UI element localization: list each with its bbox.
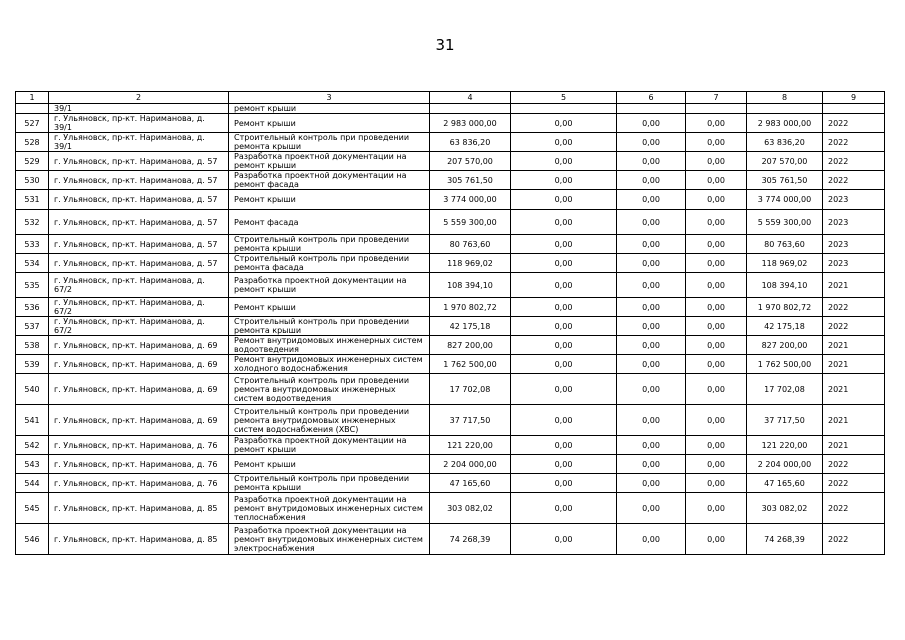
work-type-cell: Разработка проектной документации на ремонт крыши [229, 152, 430, 171]
row-number-cell: 530 [16, 171, 49, 190]
owner-funds-cell: 121 220,00 [747, 436, 823, 455]
cost-cell: 0,00 [617, 474, 686, 493]
cost-cell [617, 104, 686, 114]
cost-cell: 0,00 [617, 493, 686, 524]
owner-funds-cell: 1 762 500,00 [747, 355, 823, 374]
header-cell: 6 [617, 92, 686, 104]
header-cell: 4 [430, 92, 511, 104]
table-row [16, 493, 885, 524]
cost-cell: 0,00 [686, 374, 747, 405]
address-cell: г. Ульяновск, пр-кт. Нариманова, д. 57 [49, 171, 229, 190]
cost-cell: 0,00 [511, 114, 617, 133]
page-number: 31 [435, 36, 455, 54]
table-row [16, 436, 885, 455]
row-number-cell: 527 [16, 114, 49, 133]
address-cell: г. Ульяновск, пр-кт. Нариманова, д. 57 [49, 254, 229, 273]
table-row [16, 336, 885, 355]
address-cell: г. Ульяновск, пр-кт. Нариманова, д. 39/1 [49, 133, 229, 152]
cost-cell: 0,00 [617, 254, 686, 273]
year-cell: 2022 [823, 171, 885, 190]
year-cell: 2022 [823, 455, 885, 474]
row-number-cell: 533 [16, 235, 49, 254]
row-number-cell: 540 [16, 374, 49, 405]
table-row [16, 317, 885, 336]
row-number-cell: 538 [16, 336, 49, 355]
cost-cell: 0,00 [686, 171, 747, 190]
row-number-cell [16, 104, 49, 114]
address-cell: г. Ульяновск, пр-кт. Нариманова, д. 76 [49, 455, 229, 474]
address-cell: г. Ульяновск, пр-кт. Нариманова, д. 69 [49, 405, 229, 436]
row-number-cell: 541 [16, 405, 49, 436]
owner-funds-cell: 17 702,08 [747, 374, 823, 405]
work-type-cell: Строительный контроль при проведении ремонта крыши [229, 474, 430, 493]
cost-cell: 0,00 [511, 133, 617, 152]
owner-funds-cell: 108 394,10 [747, 273, 823, 298]
year-cell: 2022 [823, 114, 885, 133]
table-row [16, 133, 885, 152]
header-cell: 9 [823, 92, 885, 104]
year-cell: 2022 [823, 493, 885, 524]
total-cost-cell: 3 774 000,00 [430, 190, 511, 210]
owner-funds-cell [747, 104, 823, 114]
cost-cell: 0,00 [511, 436, 617, 455]
owner-funds-cell: 63 836,20 [747, 133, 823, 152]
cost-cell: 0,00 [511, 152, 617, 171]
year-cell: 2021 [823, 436, 885, 455]
table-row [16, 298, 885, 317]
cost-cell: 0,00 [686, 210, 747, 235]
row-number-cell: 537 [16, 317, 49, 336]
cost-cell: 0,00 [617, 336, 686, 355]
header-cell: 5 [511, 92, 617, 104]
owner-funds-cell: 5 559 300,00 [747, 210, 823, 235]
cost-cell: 0,00 [617, 374, 686, 405]
header-cell: 1 [16, 92, 49, 104]
work-type-cell: Разработка проектной документации на ремонт внутридомовых инженерных систем электроснабжения [229, 524, 430, 555]
owner-funds-cell: 2 983 000,00 [747, 114, 823, 133]
total-cost-cell: 121 220,00 [430, 436, 511, 455]
work-type-cell: Ремонт крыши [229, 455, 430, 474]
total-cost-cell: 63 836,20 [430, 133, 511, 152]
cost-cell: 0,00 [511, 210, 617, 235]
cost-cell: 0,00 [511, 336, 617, 355]
cost-cell: 0,00 [686, 114, 747, 133]
cost-cell: 0,00 [617, 524, 686, 555]
address-cell: г. Ульяновск, пр-кт. Нариманова, д. 67/2 [49, 317, 229, 336]
cost-cell: 0,00 [686, 455, 747, 474]
cost-cell: 0,00 [617, 405, 686, 436]
work-type-cell: Ремонт крыши [229, 190, 430, 210]
cost-cell: 0,00 [617, 298, 686, 317]
row-number-cell: 535 [16, 273, 49, 298]
cost-cell: 0,00 [617, 210, 686, 235]
table-row [16, 210, 885, 235]
table-row [16, 152, 885, 171]
owner-funds-cell: 3 774 000,00 [747, 190, 823, 210]
cost-cell: 0,00 [617, 171, 686, 190]
cost-cell: 0,00 [511, 405, 617, 436]
cost-cell: 0,00 [511, 374, 617, 405]
cost-cell: 0,00 [511, 355, 617, 374]
table-row [16, 474, 885, 493]
address-cell: г. Ульяновск, пр-кт. Нариманова, д. 76 [49, 474, 229, 493]
work-type-cell: Ремонт крыши [229, 298, 430, 317]
cost-cell: 0,00 [617, 436, 686, 455]
capital-repair-table [15, 91, 885, 555]
total-cost-cell: 5 559 300,00 [430, 210, 511, 235]
header-cell: 2 [49, 92, 229, 104]
address-cell: г. Ульяновск, пр-кт. Нариманова, д. 39/1 [49, 114, 229, 133]
cost-cell: 0,00 [511, 298, 617, 317]
cost-cell: 0,00 [617, 273, 686, 298]
owner-funds-cell: 2 204 000,00 [747, 455, 823, 474]
address-cell: г. Ульяновск, пр-кт. Нариманова, д. 67/2 [49, 273, 229, 298]
total-cost-cell: 108 394,10 [430, 273, 511, 298]
address-cell: г. Ульяновск, пр-кт. Нариманова, д. 85 [49, 493, 229, 524]
cost-cell: 0,00 [617, 317, 686, 336]
table-row [16, 254, 885, 273]
total-cost-cell: 305 761,50 [430, 171, 511, 190]
row-number-cell: 539 [16, 355, 49, 374]
cost-cell: 0,00 [686, 152, 747, 171]
owner-funds-cell: 827 200,00 [747, 336, 823, 355]
address-cell: г. Ульяновск, пр-кт. Нариманова, д. 69 [49, 336, 229, 355]
total-cost-cell: 118 969,02 [430, 254, 511, 273]
header-cell: 3 [229, 92, 430, 104]
owner-funds-cell: 305 761,50 [747, 171, 823, 190]
cost-cell: 0,00 [511, 171, 617, 190]
owner-funds-cell: 47 165,60 [747, 474, 823, 493]
work-type-cell: ремонт крыши [229, 104, 430, 114]
work-type-cell: Ремонт внутридомовых инженерных систем водоотведения [229, 336, 430, 355]
work-type-cell: Разработка проектной документации на ремонт крыши [229, 436, 430, 455]
work-type-cell: Разработка проектной документации на ремонт внутридомовых инженерных систем теплоснабжения [229, 493, 430, 524]
work-type-cell: Строительный контроль при проведении ремонта внутридомовых инженерных систем водоотведения [229, 374, 430, 405]
address-cell: г. Ульяновск, пр-кт. Нариманова, д. 57 [49, 235, 229, 254]
cost-cell: 0,00 [686, 336, 747, 355]
year-cell [823, 104, 885, 114]
header-cell: 7 [686, 92, 747, 104]
cost-cell: 0,00 [686, 405, 747, 436]
year-cell: 2023 [823, 254, 885, 273]
work-type-cell: Строительный контроль при проведении ремонта фасада [229, 254, 430, 273]
year-cell: 2022 [823, 133, 885, 152]
header-row [16, 92, 885, 104]
row-number-cell: 536 [16, 298, 49, 317]
table-row [16, 524, 885, 555]
cost-cell: 0,00 [511, 273, 617, 298]
cost-cell: 0,00 [686, 436, 747, 455]
cost-cell: 0,00 [686, 317, 747, 336]
address-cell: г. Ульяновск, пр-кт. Нариманова, д. 85 [49, 524, 229, 555]
cost-cell: 0,00 [686, 235, 747, 254]
table-row [16, 235, 885, 254]
row-number-cell: 531 [16, 190, 49, 210]
year-cell: 2021 [823, 273, 885, 298]
cost-cell: 0,00 [686, 254, 747, 273]
table-row [16, 355, 885, 374]
cost-cell: 0,00 [617, 455, 686, 474]
total-cost-cell: 827 200,00 [430, 336, 511, 355]
address-cell: г. Ульяновск, пр-кт. Нариманова, д. 76 [49, 436, 229, 455]
total-cost-cell [430, 104, 511, 114]
cost-cell: 0,00 [686, 474, 747, 493]
total-cost-cell: 17 702,08 [430, 374, 511, 405]
total-cost-cell: 2 204 000,00 [430, 455, 511, 474]
row-number-cell: 545 [16, 493, 49, 524]
cost-cell: 0,00 [686, 190, 747, 210]
row-number-cell: 528 [16, 133, 49, 152]
total-cost-cell: 2 983 000,00 [430, 114, 511, 133]
year-cell: 2021 [823, 336, 885, 355]
cost-cell: 0,00 [617, 355, 686, 374]
row-number-cell: 532 [16, 210, 49, 235]
work-type-cell: Ремонт фасада [229, 210, 430, 235]
cost-cell: 0,00 [511, 524, 617, 555]
address-cell: г. Ульяновск, пр-кт. Нариманова, д. 67/2 [49, 298, 229, 317]
cost-cell: 0,00 [617, 190, 686, 210]
cost-cell: 0,00 [511, 317, 617, 336]
work-type-cell: Строительный контроль при проведении ремонта внутридомовых инженерных систем водоснабжения (ХВС) [229, 405, 430, 436]
table-row [16, 455, 885, 474]
cost-cell: 0,00 [686, 133, 747, 152]
total-cost-cell: 37 717,50 [430, 405, 511, 436]
work-type-cell: Ремонт крыши [229, 114, 430, 133]
cost-cell: 0,00 [511, 190, 617, 210]
cost-cell: 0,00 [686, 493, 747, 524]
owner-funds-cell: 1 970 802,72 [747, 298, 823, 317]
total-cost-cell: 207 570,00 [430, 152, 511, 171]
work-type-cell: Ремонт внутридомовых инженерных систем холодного водоснабжения [229, 355, 430, 374]
table-row [16, 171, 885, 190]
cost-cell [686, 104, 747, 114]
work-type-cell: Разработка проектной документации на ремонт фасада [229, 171, 430, 190]
total-cost-cell: 80 763,60 [430, 235, 511, 254]
owner-funds-cell: 42 175,18 [747, 317, 823, 336]
year-cell: 2021 [823, 355, 885, 374]
address-cell: 39/1 [49, 104, 229, 114]
cost-cell: 0,00 [686, 524, 747, 555]
year-cell: 2022 [823, 524, 885, 555]
address-cell: г. Ульяновск, пр-кт. Нариманова, д. 57 [49, 152, 229, 171]
owner-funds-cell: 80 763,60 [747, 235, 823, 254]
total-cost-cell: 47 165,60 [430, 474, 511, 493]
address-cell: г. Ульяновск, пр-кт. Нариманова, д. 57 [49, 190, 229, 210]
owner-funds-cell: 303 082,02 [747, 493, 823, 524]
cost-cell: 0,00 [511, 493, 617, 524]
year-cell: 2021 [823, 405, 885, 436]
address-cell: г. Ульяновск, пр-кт. Нариманова, д. 57 [49, 210, 229, 235]
table-row [16, 273, 885, 298]
cost-cell: 0,00 [617, 114, 686, 133]
total-cost-cell: 74 268,39 [430, 524, 511, 555]
year-cell: 2022 [823, 317, 885, 336]
total-cost-cell: 42 175,18 [430, 317, 511, 336]
row-number-cell: 529 [16, 152, 49, 171]
table-row [16, 374, 885, 405]
cost-cell [511, 104, 617, 114]
cost-cell: 0,00 [617, 152, 686, 171]
table-row [16, 405, 885, 436]
table-row [16, 114, 885, 133]
cost-cell: 0,00 [511, 254, 617, 273]
owner-funds-cell: 37 717,50 [747, 405, 823, 436]
work-type-cell: Строительный контроль при проведении ремонта крыши [229, 235, 430, 254]
row-number-cell: 543 [16, 455, 49, 474]
owner-funds-cell: 74 268,39 [747, 524, 823, 555]
cost-cell: 0,00 [511, 474, 617, 493]
table-row [16, 104, 885, 114]
cost-cell: 0,00 [617, 133, 686, 152]
cost-cell: 0,00 [511, 455, 617, 474]
address-cell: г. Ульяновск, пр-кт. Нариманова, д. 69 [49, 355, 229, 374]
cost-cell: 0,00 [511, 235, 617, 254]
work-type-cell: Разработка проектной документации на ремонт крыши [229, 273, 430, 298]
work-type-cell: Строительный контроль при проведении ремонта крыши [229, 317, 430, 336]
year-cell: 2021 [823, 374, 885, 405]
owner-funds-cell: 118 969,02 [747, 254, 823, 273]
year-cell: 2022 [823, 474, 885, 493]
row-number-cell: 534 [16, 254, 49, 273]
address-cell: г. Ульяновск, пр-кт. Нариманова, д. 69 [49, 374, 229, 405]
row-number-cell: 546 [16, 524, 49, 555]
total-cost-cell: 1 762 500,00 [430, 355, 511, 374]
year-cell: 2023 [823, 210, 885, 235]
cost-cell: 0,00 [686, 298, 747, 317]
year-cell: 2023 [823, 190, 885, 210]
cost-cell: 0,00 [686, 273, 747, 298]
year-cell: 2022 [823, 298, 885, 317]
work-type-cell: Строительный контроль при проведении ремонта крыши [229, 133, 430, 152]
header-cell: 8 [747, 92, 823, 104]
row-number-cell: 544 [16, 474, 49, 493]
total-cost-cell: 1 970 802,72 [430, 298, 511, 317]
table-row [16, 190, 885, 210]
year-cell: 2022 [823, 152, 885, 171]
cost-cell: 0,00 [617, 235, 686, 254]
row-number-cell: 542 [16, 436, 49, 455]
owner-funds-cell: 207 570,00 [747, 152, 823, 171]
year-cell: 2023 [823, 235, 885, 254]
cost-cell: 0,00 [686, 355, 747, 374]
total-cost-cell: 303 082,02 [430, 493, 511, 524]
